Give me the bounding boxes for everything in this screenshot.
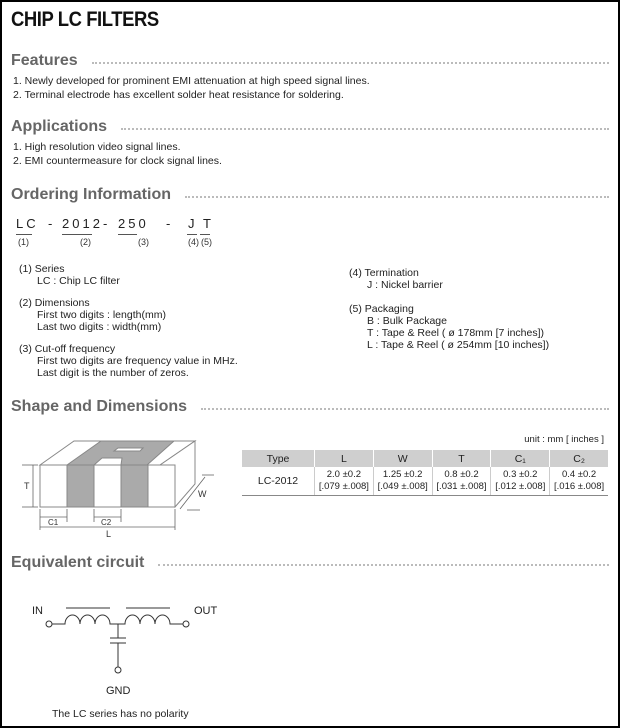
equivalent-circuit-diagram <box>2 592 232 727</box>
unit-label: unit : mm [ inches ] <box>524 434 604 445</box>
out-label: OUT <box>194 605 218 617</box>
features-list <box>13 75 370 102</box>
table-header-row <box>242 450 608 467</box>
circuit-heading <box>11 554 609 572</box>
circuit-heading-text: Equivalent circuit <box>11 554 145 571</box>
code-index: (2) <box>80 237 91 247</box>
item-heading: (3) Cut-off frequency <box>19 343 116 355</box>
cell-l: 2.0 ±0.2 [.079 ±.008] <box>315 467 374 496</box>
item-line: First two digits : length(mm) <box>37 309 166 321</box>
label-w: W <box>198 489 207 499</box>
col-c1: C₁ <box>491 450 550 467</box>
item-line: LC : Chip LC filter <box>37 275 120 287</box>
item-line: Last two digits : width(mm) <box>37 321 162 333</box>
cell-type: LC-2012 <box>242 467 315 496</box>
col-type: Type <box>242 450 315 467</box>
ordering-heading <box>11 186 609 204</box>
applications-list <box>13 141 222 168</box>
ordering-right-column <box>349 267 549 351</box>
ordering-heading-text: Ordering Information <box>11 186 171 203</box>
cell-c1: 0.3 ±0.2 [.012 ±.008] <box>491 467 550 496</box>
cell-w: 1.25 ±0.2 [.049 ±.008] <box>373 467 432 496</box>
divider <box>92 62 609 64</box>
list-item: 1. High resolution video signal lines. <box>13 141 181 153</box>
code-packaging: T <box>203 216 214 231</box>
item-line: Last digit is the number of zeros. <box>37 367 189 379</box>
divider <box>185 196 609 198</box>
gnd-label: GND <box>106 685 131 697</box>
code-index: (4) <box>188 237 199 247</box>
table-row <box>242 467 608 496</box>
chip-dimension-diagram <box>2 427 232 542</box>
shape-heading-text: Shape and Dimensions <box>11 398 188 415</box>
item-line: J : Nickel barrier <box>367 279 443 291</box>
code-dimensions: 2012 <box>62 216 103 231</box>
col-t: T <box>432 450 491 467</box>
code-dash: - <box>48 216 56 231</box>
ordering-left-column <box>19 263 238 379</box>
features-heading-text: Features <box>11 52 78 69</box>
divider <box>121 128 609 130</box>
cell-t: 0.8 ±0.2 [.031 ±.008] <box>432 467 491 496</box>
cell-c2: 0.4 ±0.2 [.016 ±.008] <box>550 467 608 496</box>
item-heading: (1) Series <box>19 263 65 275</box>
list-item: 2. Terminal electrode has excellent solder heat resistance for soldering. <box>13 88 344 101</box>
applications-heading <box>11 118 609 136</box>
col-l: L <box>315 450 374 467</box>
code-index: (3) <box>138 237 149 247</box>
item-heading: (5) Packaging <box>349 303 414 315</box>
item-line: First two digits are frequency value in MHz. <box>37 355 238 367</box>
col-c2: C₂ <box>550 450 608 467</box>
polarity-note: The LC series has no polarity <box>52 708 189 720</box>
code-index: (5) <box>201 237 212 247</box>
code-termination: J <box>188 216 198 231</box>
label-c2: C2 <box>101 518 112 527</box>
features-heading <box>11 52 609 70</box>
item-line: B : Bulk Package <box>367 315 447 327</box>
code-series: LC <box>16 216 39 231</box>
list-item: 2. EMI countermeasure for clock signal lines. <box>13 154 222 167</box>
list-item: 1. Newly developed for prominent EMI attenuation at high speed signal lines. <box>13 75 370 87</box>
divider <box>158 564 609 566</box>
shape-heading <box>11 398 609 416</box>
ordering-code <box>2 214 620 254</box>
code-dash: - <box>166 216 174 231</box>
item-line: L : Tape & Reel ( ø 254mm [10 inches]) <box>367 339 550 351</box>
applications-heading-text: Applications <box>11 118 108 135</box>
label-c1: C1 <box>48 518 59 527</box>
dimensions-table <box>242 450 608 496</box>
col-w: W <box>373 450 432 467</box>
label-l: L <box>106 529 112 539</box>
item-heading: (2) Dimensions <box>19 297 90 309</box>
item-line: T : Tape & Reel ( ø 178mm [7 inches]) <box>367 327 545 339</box>
item-heading: (4) Termination <box>349 267 419 279</box>
page-title: CHIP LC FILTERS <box>11 8 159 31</box>
code-index: (1) <box>18 237 29 247</box>
divider <box>201 408 609 410</box>
code-dash: - <box>103 216 111 231</box>
label-t: T <box>24 481 30 491</box>
code-frequency: 250 <box>118 216 149 231</box>
in-label: IN <box>32 605 43 617</box>
